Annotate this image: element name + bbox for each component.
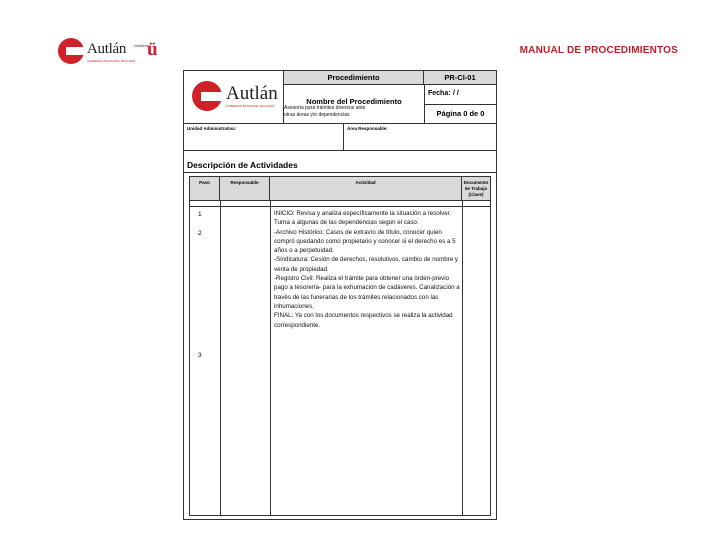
column-header-actividad: Actividad: [270, 177, 462, 201]
area-label: Área Responsable:: [343, 124, 496, 150]
column-divider: [270, 201, 271, 515]
government-logo-mark: ü: [147, 39, 158, 60]
fecha-value: / /: [453, 90, 459, 97]
page-number: Página 0 de 0: [424, 105, 496, 123]
unidad-label: Unidad Administrativa:: [187, 126, 237, 131]
government-logo-text: Gobierno: [134, 43, 151, 48]
autlan-logo-word: Autlán: [87, 41, 127, 57]
autlan-header-logo: [58, 38, 136, 68]
procedure-document: [183, 70, 497, 520]
column-header-paso: Paso: [190, 177, 220, 201]
column-divider: [220, 201, 221, 515]
step-number: 3: [198, 352, 202, 359]
procedure-code: PR-CI-01: [424, 71, 496, 85]
fecha-cell: [424, 85, 496, 105]
activities-table: [189, 176, 491, 516]
step-number: 1: [198, 211, 202, 218]
autlan-logo-mark-icon: [192, 81, 222, 111]
procedure-name-label: Nombre del Procedimiento: [306, 97, 402, 106]
section-title: Descripción de Actividades: [187, 160, 298, 170]
document-logo-cell: [184, 71, 284, 123]
procedure-label: Procedimiento: [284, 71, 424, 85]
activity-line: -Registro Civil: Realiza el trámite para obtener una orden-previo pago a tesorería- para la exhumación de cadáveres. Canalización a través de las funerarias de los trámites relacionados con las inhumaciones.: [274, 275, 460, 310]
step-number: 2: [198, 230, 202, 237]
document-logo-word: Autlán: [226, 83, 278, 104]
activity-line: INICIO: Revisa y analiza específicamente la situación a resolver.: [274, 210, 452, 217]
procedure-name-value: Asesoría para trámites diversos ante otras áreas y/o dependencias: [284, 105, 366, 118]
activity-line: FINAL: Ya con los documentos respectivos se realiza la actividad correspondiente.: [274, 312, 453, 329]
activity-description: [274, 209, 464, 330]
government-logo: [134, 41, 166, 67]
column-header-documento: Documento de Trabajo (Clave): [462, 177, 490, 201]
manual-title: MANUAL DE PROCEDIMIENTOS: [519, 45, 678, 56]
unidad-row: [184, 124, 496, 151]
document-header: [184, 71, 496, 123]
fecha-label: Fecha:: [428, 90, 451, 97]
autlan-logo-tagline: GOBIERNO MUNICIPAL 2015-2018: [87, 59, 136, 63]
activity-line: -Sindicatura: Cesión de derechos, resolutivos, cambio de nombre y venta de propiedad.: [274, 256, 458, 273]
autlan-logo-mark-icon: [58, 38, 84, 64]
section-divider: [184, 172, 496, 173]
document-logo-tagline: GOBIERNO MUNICIPAL 2015-2018: [226, 104, 275, 108]
activity-line: -Archivo Histórico: Casos de extravío de título, conocer quien compró quedando como propietario y conocer si el derecho es a 5 años o a perpetuidad.: [274, 228, 456, 255]
column-header-responsable: Responsable: [220, 177, 270, 201]
header-row-divider: [190, 206, 490, 207]
activity-line: Turna a algunas de las dependencias según el caso:: [274, 219, 419, 227]
